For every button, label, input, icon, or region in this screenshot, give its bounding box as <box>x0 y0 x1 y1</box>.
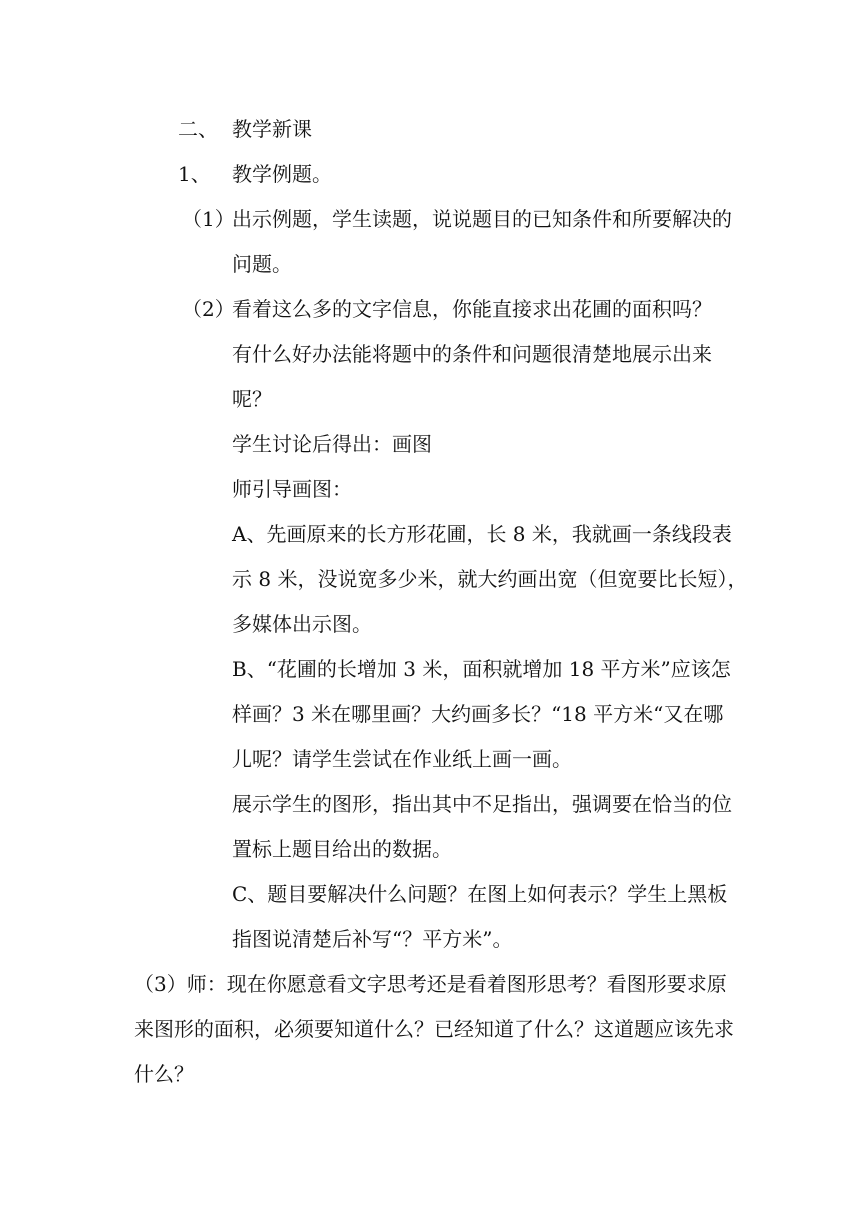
paragraph-line: 样画？3 米在哪里画？大约画多长？“18 平方米“又在哪 <box>232 702 724 726</box>
sub-item-number: （2） <box>182 297 235 321</box>
paragraph-line: 多媒体出示图。 <box>232 612 372 636</box>
sub-item-number: （1） <box>182 207 235 231</box>
paragraph-line: C、题目要解决什么问题？在图上如何表示？学生上黑板 <box>232 882 728 906</box>
paragraph-line: 师引导画图： <box>232 477 352 501</box>
paragraph-line: B、“花圃的长增加 3 米，面积就增加 18 平方米”应该怎 <box>232 657 731 681</box>
paragraph-line: 什么？ <box>134 1062 194 1086</box>
paragraph-line: 示 8 米，没说宽多少米，就大约画出宽（但宽要比长短）， <box>232 567 748 591</box>
paragraph-line: 展示学生的图形，指出其中不足指出，强调要在恰当的位 <box>232 792 732 816</box>
section-number: 二、 <box>178 117 218 141</box>
item-number: 1、 <box>178 162 211 186</box>
paragraph-line: 来图形的面积，必须要知道什么？已经知道了什么？这道题应该先求 <box>134 1017 734 1041</box>
paragraph-line: 儿呢？请学生尝试在作业纸上画一画。 <box>232 747 572 771</box>
item-title: 教学例题。 <box>232 162 332 186</box>
paragraph-line: 有什么好办法能将题中的条件和问题很清楚地展示出来 <box>232 342 712 366</box>
paragraph-line: 学生讨论后得出：画图 <box>232 432 432 456</box>
paragraph-line: 呢？ <box>232 387 272 411</box>
paragraph-line: （3）师：现在你愿意看文字思考还是看着图形思考？看图形要求原 <box>134 972 727 996</box>
section-title: 教学新课 <box>232 117 312 141</box>
paragraph-line: 置标上题目给出的数据。 <box>232 837 452 861</box>
paragraph-line: 看着这么多的文字信息，你能直接求出花圃的面积吗？ <box>232 297 712 321</box>
paragraph-line: 指图说清楚后补写“？平方米”。 <box>232 927 513 951</box>
paragraph-line: 问题。 <box>232 252 292 276</box>
paragraph-line: A、先画原来的长方形花圃，长 8 米，我就画一条线段表 <box>232 522 732 546</box>
paragraph-line: 出示例题，学生读题，说说题目的已知条件和所要解决的 <box>232 207 732 231</box>
